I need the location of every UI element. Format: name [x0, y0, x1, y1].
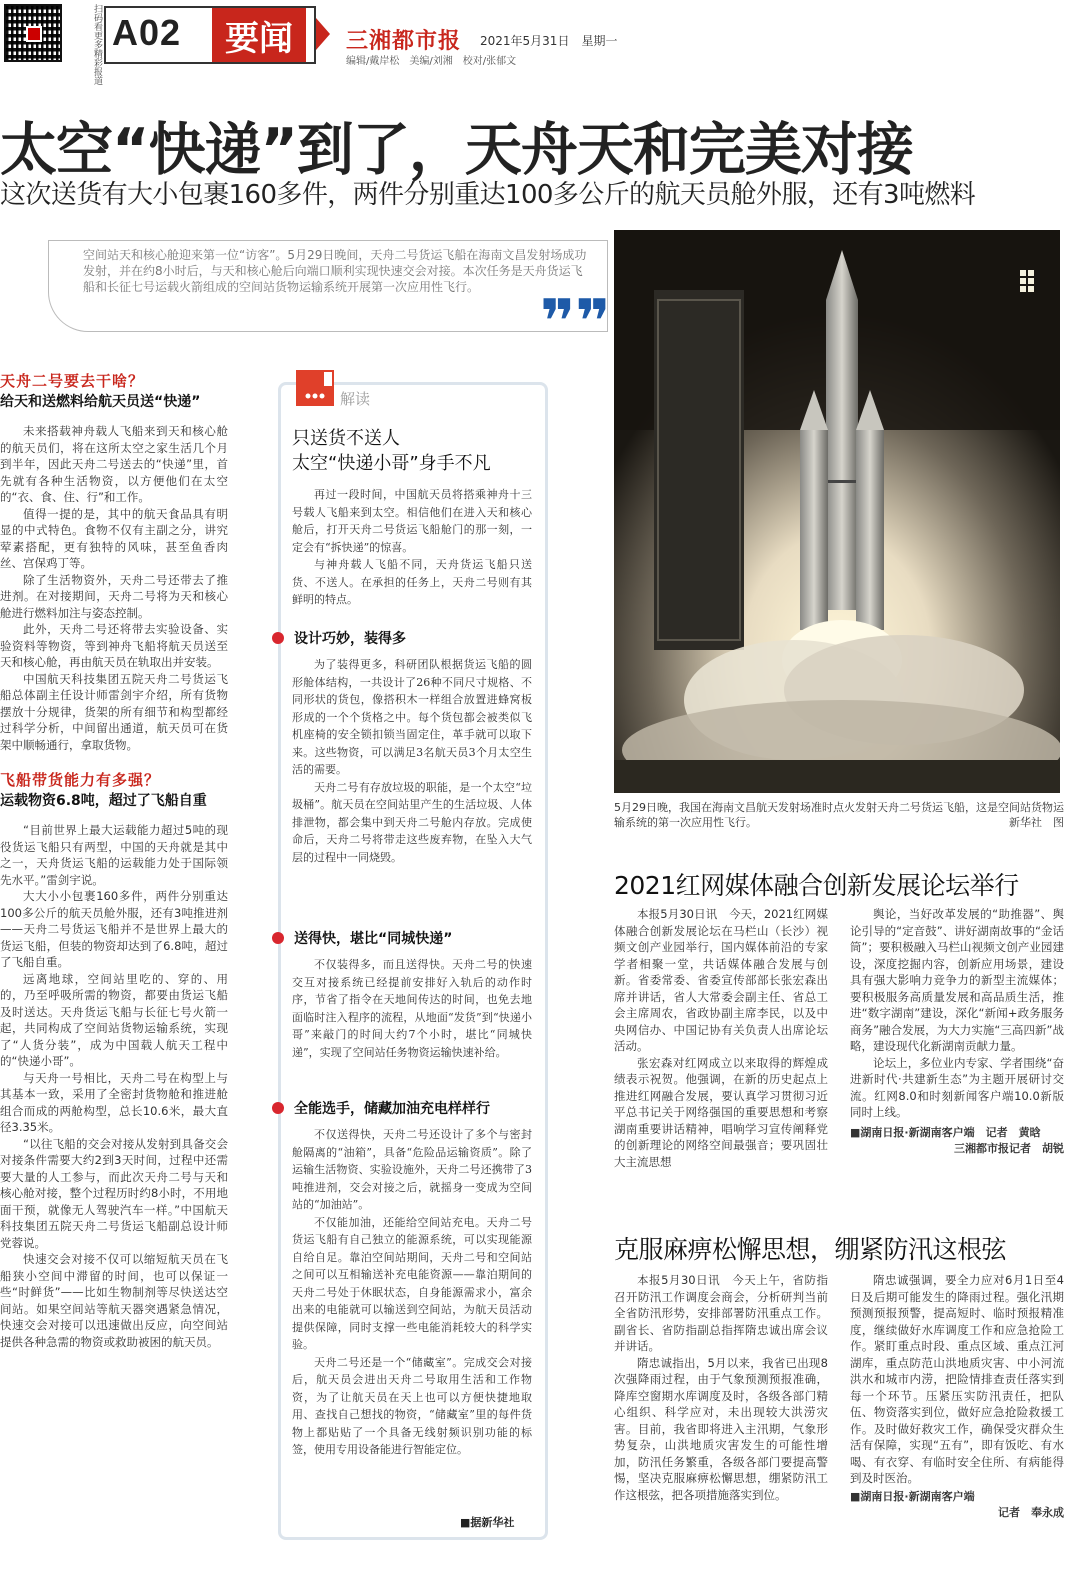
byline: ■湖南日报·新湖南客户端 [850, 1489, 975, 1503]
paragraph: 快速交会对接不仅可以缩短航天员在飞船狭小空间中滞留的时间，也可以保证一些“时鲜货”——比如生物制剂等尽快送达空间站。如果空间站等航天器突遇紧急情况，快速交会对接可以迅速做出反应，向空间站提供各种急需的物资或救助被困的航天员。 [0, 1252, 228, 1349]
heading-text: 全能选手，储藏加油充电样样行 [294, 1101, 490, 1117]
paragraph: 不仅送得快，天舟二号还设计了多个与密封舱隔离的“油箱”，具备“危险品运输资质”。除了运输生活物资、实验设施外，天舟二号还携带了3吨推进剂，交会对接之后，就摇身一变成为空间站的“加油站”。 [292, 1128, 532, 1211]
newspaper-name: 三湘都市报 [346, 29, 462, 54]
interpretation-intro [292, 486, 532, 609]
title-line-1: 只送货不送人 [292, 428, 400, 449]
byline: 记者 奉永成 [998, 1506, 1064, 1519]
article2-col1 [614, 906, 828, 1170]
source-line: ■据新华社 [460, 1516, 515, 1529]
q2-body [0, 822, 228, 1350]
byline: 三湘都市报记者 胡锐 [954, 1142, 1064, 1155]
lead-paragraph [48, 240, 608, 332]
byline: ■湖南日报·新湖南客户端 记者 黄晗 [850, 1125, 1041, 1139]
paragraph: 与天舟一号相比，天舟二号在构型上与其基本一致，采用了全密封货物舱和推进舱组合而成的两舱构型，总长10.6米，最大直径3.35米。 [0, 1070, 228, 1134]
paragraph: 为了装得更多，科研团队根据货运飞船的圆形舱体结构，一共设计了26种不同尺寸规格、不同形状的货包，像搭积木一样组合放置进蜂窝板形成的一个个货格之中。每个货包都会被类似飞机座椅的安全锁扣锁当固定住，革手就可以取下来。这些物资，可以满足3名航天员3个月太空生活的需要。 [292, 658, 532, 776]
paragraph: 再过一段时间，中国航天员将搭乘神舟十三号载人飞船来到太空。相信他们在进入天和核心舱后，打开天舟二号货运飞船舱门的那一刻，一定会有“拆快递”的惊喜。 [292, 488, 532, 554]
section-heading-1 [272, 628, 406, 648]
paragraph: “以往飞船的交会对接从发射到具备交会对接条件需要大约2到3天时间，过程中还需要大量的人工参与，而此次天舟二号与天和核心舱对接，整个过程历时约8小时，不用地面干预，就像无人驾驶汽车一样。”中国航天科技集团五院天舟二号货运飞船副总设计师党蓉说。 [0, 1136, 228, 1250]
paragraph: 与神舟载人飞船不同，天舟货运飞船只送货、不送人。在承担的任务上，天舟二号则有其鲜明的特点。 [292, 558, 532, 606]
caption-text: 5月29日晚，我国在海南文昌航天发射场准时点火发射天舟二号货运飞船，这是空间站货物运输系统的第一次应用性飞行。 [614, 801, 1064, 829]
paragraph: 不仅装得多，而且送得快。天舟二号的快速交互对接系统已经提前安排好入轨后的动作时序，节省了指令在天地间传达的时间，也免去地面临时注入程序的流程，从地面“发货”到“快递小哥”来敲门的时间大约7个小时，堪比“同城快递”，实现了空间站任务物资运输快速补给。 [292, 958, 532, 1059]
paragraph: 中国航天科技集团五院天舟二号货运飞船总体副主任设计师雷剑宇介绍，所有货物摆放十分规律，货架的所有细节和构型都经过科学分析，中间留出通道，航天员可在货架中顺畅通行，拿取货物。 [0, 671, 228, 752]
section-heading-3 [272, 1098, 490, 1118]
photo-credit: 新华社 图 [1009, 816, 1064, 829]
section-heading-2 [272, 928, 452, 948]
paragraph: 天舟二号有存放垃圾的职能，是一个太空“垃圾桶”。航天员在空间站里产生的生活垃圾、人体排泄物，都会集中到天舟二号舱内存放。完成使命后，天舟二号将带走这些废弃物，在坠入大气层的过程中一同烧毁。 [292, 780, 532, 864]
heading-text: 送得快，堪比“同城快递” [294, 931, 453, 947]
section-body-3 [292, 1126, 532, 1459]
q1-subtitle: 给天和送燃料给航天员送“快递” [0, 394, 201, 410]
lead-text: 空间站天和核心舱迎来第一位“访客”。5月29日晚间，天舟二号货运飞船在海南文昌发射场成功发射，并在约8小时后，与天和核心舱后向端口顺利实现快速交会对接。本次任务是天舟货运飞船和长征七号运载火箭组成的空间站货物运输系统开展第一次应用性飞行。 [83, 248, 587, 294]
photo-caption [614, 800, 1064, 830]
section-arrow-icon [316, 18, 330, 50]
chat-icon [296, 370, 334, 406]
page-number: A02 [112, 12, 182, 53]
bullet-icon [272, 632, 284, 644]
paragraph: 未来搭载神舟载人飞船来到天和核心舱的航天员们，将在这所太空之家生活几个月到半年，因此天舟二号送去的“快递”里，首先就有各种生活物资，以方便他们在太空的“衣、食、住、行”和工作。 [0, 424, 228, 504]
left-column [0, 370, 228, 1350]
paragraph: 本报5月30日讯 今天，2021红网媒体融合创新发展论坛在马栏山（长沙）视频文创产业园举行，国内媒体前沿的专家学者相聚一堂，共话媒体融合发展与创新。省委常委、省委宣传部部长张宏森出席并讲话，省人大常委会副主任、省总工会主席周农，省政协副主席李民，以及中央网信办、中国记协有关负责人出席论坛活动。 [614, 907, 828, 1053]
paragraph: 除了生活物资外，天舟二号还带去了推进剂。在对接期间，天舟二号将为天和核心舱进行燃料加注与姿态控制。 [0, 572, 228, 620]
paragraph: 舆论，当好改革发展的“助推器”、舆论引导的“定音鼓”、讲好湖南故事的“金话筒”；要积极融入马栏山视频文创产业园建设，深度挖掘内容，创新应用场景，建设具有强大影响力竞争力的新型主流媒体；要积极服务高质量发展和高品质生活，推进“数字湖南”建设，深化“新闻+政务服务商务”融合发展，为大力实施“三高四新”战略，建设现代化新湖南贡献力量。 [850, 907, 1064, 1053]
article2-title: 2021红网媒体融合创新发展论坛举行 [614, 871, 1019, 900]
article3-title: 克服麻痹松懈思想，绷紧防汛这根弦 [614, 1235, 1007, 1264]
editors-line: 编辑/戴岸松 美编/刘湘 校对/张郁文 [346, 56, 517, 67]
paragraph: 隋忠诚强调，要全力应对6月1日至4日及后期可能发生的降雨过程。强化汛期预测预报预警，提高短时、临时预报精准度，继续做好水库调度工作和应急抢险工作。紧盯重点时段、重点区域、重点江河湖库，重点防范山洪地质灾害、中小河流洪水和城市内涝，把险情排查责任落实到每一个环节。压紧压实防汛责任，把队伍、物资落实到位，做好应急抢险救援工作。及时做好救灾工作，确保受灾群众生活有保障，实现“五有”，即有饭吃、有水喝、有衣穿、有临时安全住所、有病能得到及时医治。 [850, 1273, 1064, 1485]
bullet-icon [272, 932, 284, 944]
qr-caption: 扫码看更多精彩报道 [92, 4, 102, 85]
section-label: 要闻 [212, 8, 306, 62]
article2-col2 [850, 906, 1064, 1158]
paragraph: 本报5月30日讯 今天上午，省防指召开防汛工作调度会商会，分析研判当前全省防汛形势，安排部署防汛重点工作。副省长、省防指副总指挥隋忠诚出席会议并讲话。 [614, 1273, 828, 1353]
interpretation-icon [296, 370, 334, 406]
main-headline: 太空“快递”到了，天舟天和完美对接 [0, 117, 913, 183]
paragraph: 论坛上，多位业内专家、学者围绕“奋进新时代·共建新生态”为主题开展研讨交流。红网8.0和时刻新闻客户端10.0新版同时上线。 [850, 1055, 1064, 1119]
interpretation-title [292, 426, 542, 476]
sub-headline: 这次送货有大小包裹160多件，两件分别重达100多公斤的航天员舱外服，还有3吨燃料 [0, 180, 976, 210]
section-body-1 [292, 656, 532, 866]
interpretation-label: 解读 [340, 390, 371, 408]
paragraph: 远离地球，空间站里吃的、穿的、用的，乃至呼吸所需的物资，都要由货运飞船及时送达。天舟货运飞船与长征七号火箭一起，共同构成了空间站货物运输系统，实现了“人货分装”，成为中国载人航天工程中的“快递小哥”。 [0, 971, 228, 1068]
paragraph: 天舟二号还是一个“储藏室”。完成交会对接后，航天员会进出天舟二号取用生活和工作物资，为了让航天员在天上也可以方便快捷地取用、查找自己想找的物资，“储藏室”里的每件货物上都贴贴了一个具备无线射频识别功能的标签，使用专用设备能进行智能定位。 [292, 1355, 532, 1456]
q1-body [0, 423, 228, 753]
rocket-launch-illustration [614, 230, 1060, 793]
paragraph: 值得一提的是，其中的航天食品具有明显的中式特色。食物不仅有主副之分，讲究荤素搭配，更有独特的风味，甚至鱼香肉丝、宫保鸡丁等。 [0, 506, 228, 570]
article3-col2 [850, 1272, 1064, 1522]
paragraph: 张宏森对红网成立以来取得的辉煌成绩表示祝贺。他强调，在新的历史起点上推进红网融合发展，要认真学习贯彻习近平总书记关于网络强国的重要思想和考察湖南重要讲话精神，唱响学习宣传阐释党的创新理论的网络空间最强音；要巩固壮大主流思想 [614, 1055, 828, 1169]
article3-col1 [614, 1272, 828, 1503]
launch-photo [614, 230, 1060, 793]
q2-title: 飞船带货能力有多强？ [0, 771, 161, 789]
q2-subtitle: 运载物资6.8吨，超过了飞船自重 [0, 793, 207, 809]
title-line-2: 太空“快递小哥”身手不凡 [292, 453, 491, 474]
section-body-2 [292, 956, 532, 1061]
paragraph: 大大小小包裹160多件，两件分别重达100多公斤的航天员舱外服，还有3吨推进剂——天舟二号货运飞船并不是世界上最大的货运飞船，但装的物资却达到了6.8吨，超过了飞船自重。 [0, 889, 228, 969]
quote-marks-icon: ❞❞ [540, 287, 611, 357]
bullet-icon [272, 1102, 284, 1114]
q1-title: 天舟二号要去干啥？ [0, 372, 145, 390]
issue-date: 2021年5月31日 星期一 [480, 34, 618, 48]
heading-text: 设计巧妙，装得多 [294, 631, 406, 647]
paragraph: “目前世界上最大运载能力超过5吨的现役货运飞船只有两型，中国的天舟就是其中之一，天舟货运飞船的运载能力处于国际领先水平。”雷剑宇说。 [0, 823, 228, 887]
paragraph: 隋忠诚指出，5月以来，我省已出现8次强降雨过程，由于气象预测预报准确，降库空窗期水库调度及时，各级各部门精心组织、科学应对，未出现较大洪涝灾害。目前，我省即将进入主汛期，气象形势复杂，山洪地质灾害发生的可能性增加，防汛任务繁重，各级各部门要提高警惕，坚决克服麻痹松懈思想，绷紧防汛工作这根弦，把各项措施落实到位。 [614, 1355, 828, 1502]
qr-code[interactable] [4, 4, 62, 62]
paragraph: 不仅能加油，还能给空间站充电。天舟二号货运飞船有自己独立的能源系统，可以实现能源自给自足。靠泊空间站期间，天舟二号和空间站之间可以互相输送补充电能资源——靠泊期间的天舟二号处于休眠状态，自身能源需求小，富余出来的电能就可以输送到空间站，为航天员活动提供保障，同时支撑一些电能消耗较大的科学实验。 [292, 1215, 532, 1351]
paragraph: 此外，天舟二号还将带去实验设备、实验资料等物资，等到神舟飞船将航天员送至天和核心舱，再由航天员在轨取出并安装。 [0, 622, 228, 669]
